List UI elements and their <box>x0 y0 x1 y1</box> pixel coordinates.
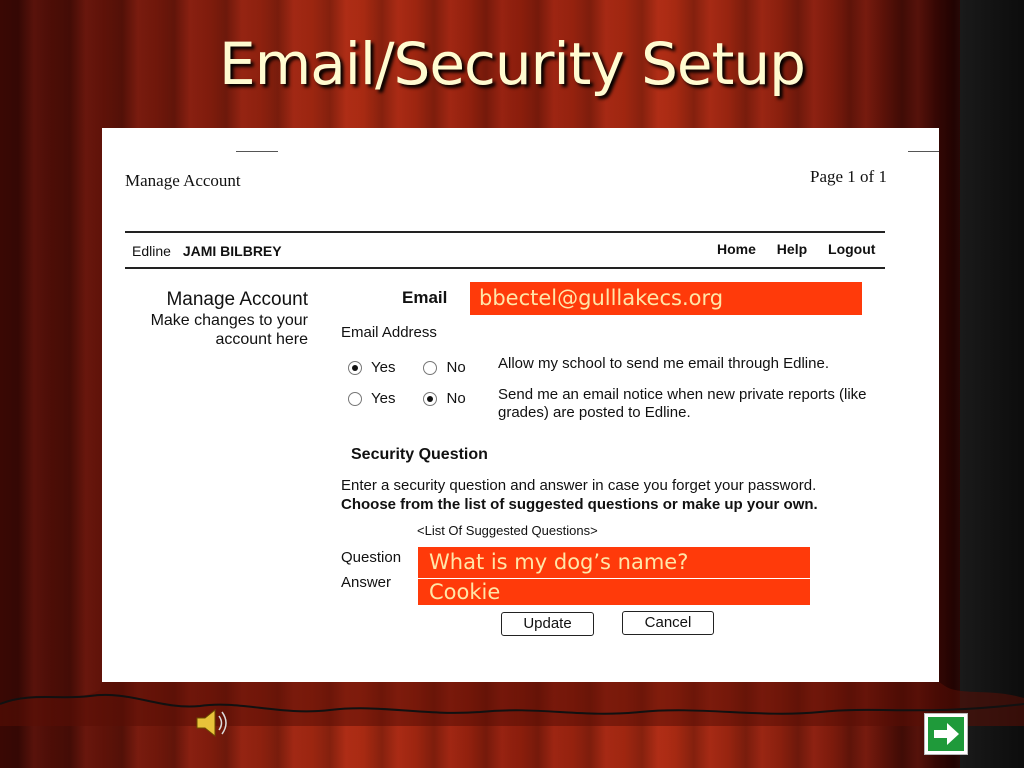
security-instruction-1: Enter a security question and answer in case you forget your password. <box>341 477 817 494</box>
next-arrow-icon <box>925 714 967 754</box>
option-row-2 <box>348 390 466 407</box>
cancel-button[interactable]: Cancel <box>622 611 714 635</box>
radio-yes-label: Yes <box>371 390 396 407</box>
divider <box>125 267 885 269</box>
nav-logout-link[interactable]: Logout <box>828 241 876 257</box>
curtain-hem <box>0 676 1024 726</box>
sidebar-subtext: Make changes to your account here <box>150 312 308 348</box>
question-label: Question <box>341 549 402 566</box>
question-input[interactable]: What is my dog’s name? <box>418 547 810 578</box>
answer-label: Answer <box>341 574 392 591</box>
sidebar <box>132 289 308 349</box>
security-instruction-2: Choose from the list of suggested questions or make up your own. <box>341 496 818 513</box>
sidebar-heading: Manage Account <box>166 289 308 310</box>
page-indicator: Page 1 of 1 <box>810 167 887 186</box>
nav-help-link[interactable]: Help <box>776 241 808 257</box>
radio-no-2[interactable] <box>423 392 437 406</box>
next-slide-button[interactable] <box>924 713 968 755</box>
screenshot-panel <box>102 128 939 682</box>
right-dark-edge <box>960 0 1024 768</box>
security-instructions <box>341 476 818 514</box>
nav-brand <box>132 243 282 259</box>
radio-yes-label: Yes <box>371 359 396 376</box>
answer-input[interactable]: Cookie <box>418 579 810 605</box>
option-description-1: Allow my school to send me email through Edline. <box>498 355 829 372</box>
radio-yes-2[interactable] <box>348 392 362 406</box>
divider <box>125 231 885 233</box>
radio-no-label: No <box>446 390 466 407</box>
email-section-label: Email <box>402 288 448 307</box>
option-row-1 <box>348 359 466 376</box>
option-description-2: Send me an email notice when new private reports (like grades) are posted to Edline. <box>498 386 867 421</box>
security-heading: Security Question <box>351 446 488 463</box>
radio-no-label: No <box>446 359 466 376</box>
slide-title: Email/Security Setup <box>219 30 805 98</box>
update-button[interactable]: Update <box>501 612 594 636</box>
doc-header-title: Manage Account <box>125 171 241 190</box>
email-address-label: Email Address <box>341 324 437 341</box>
nav-home-link[interactable]: Home <box>717 241 756 257</box>
scan-mark <box>236 151 278 152</box>
brand-name: Edline <box>132 243 171 259</box>
scan-mark <box>908 151 939 152</box>
radio-yes-1[interactable] <box>348 361 362 375</box>
user-name: JAMI BILBREY <box>182 243 282 259</box>
radio-no-1[interactable] <box>423 361 437 375</box>
nav-links <box>717 241 892 257</box>
suggested-questions-link[interactable]: <List Of Suggested Questions> <box>417 523 598 538</box>
speaker-icon[interactable] <box>193 706 233 740</box>
email-input[interactable]: bbectel@gulllakecs.org <box>470 282 862 315</box>
